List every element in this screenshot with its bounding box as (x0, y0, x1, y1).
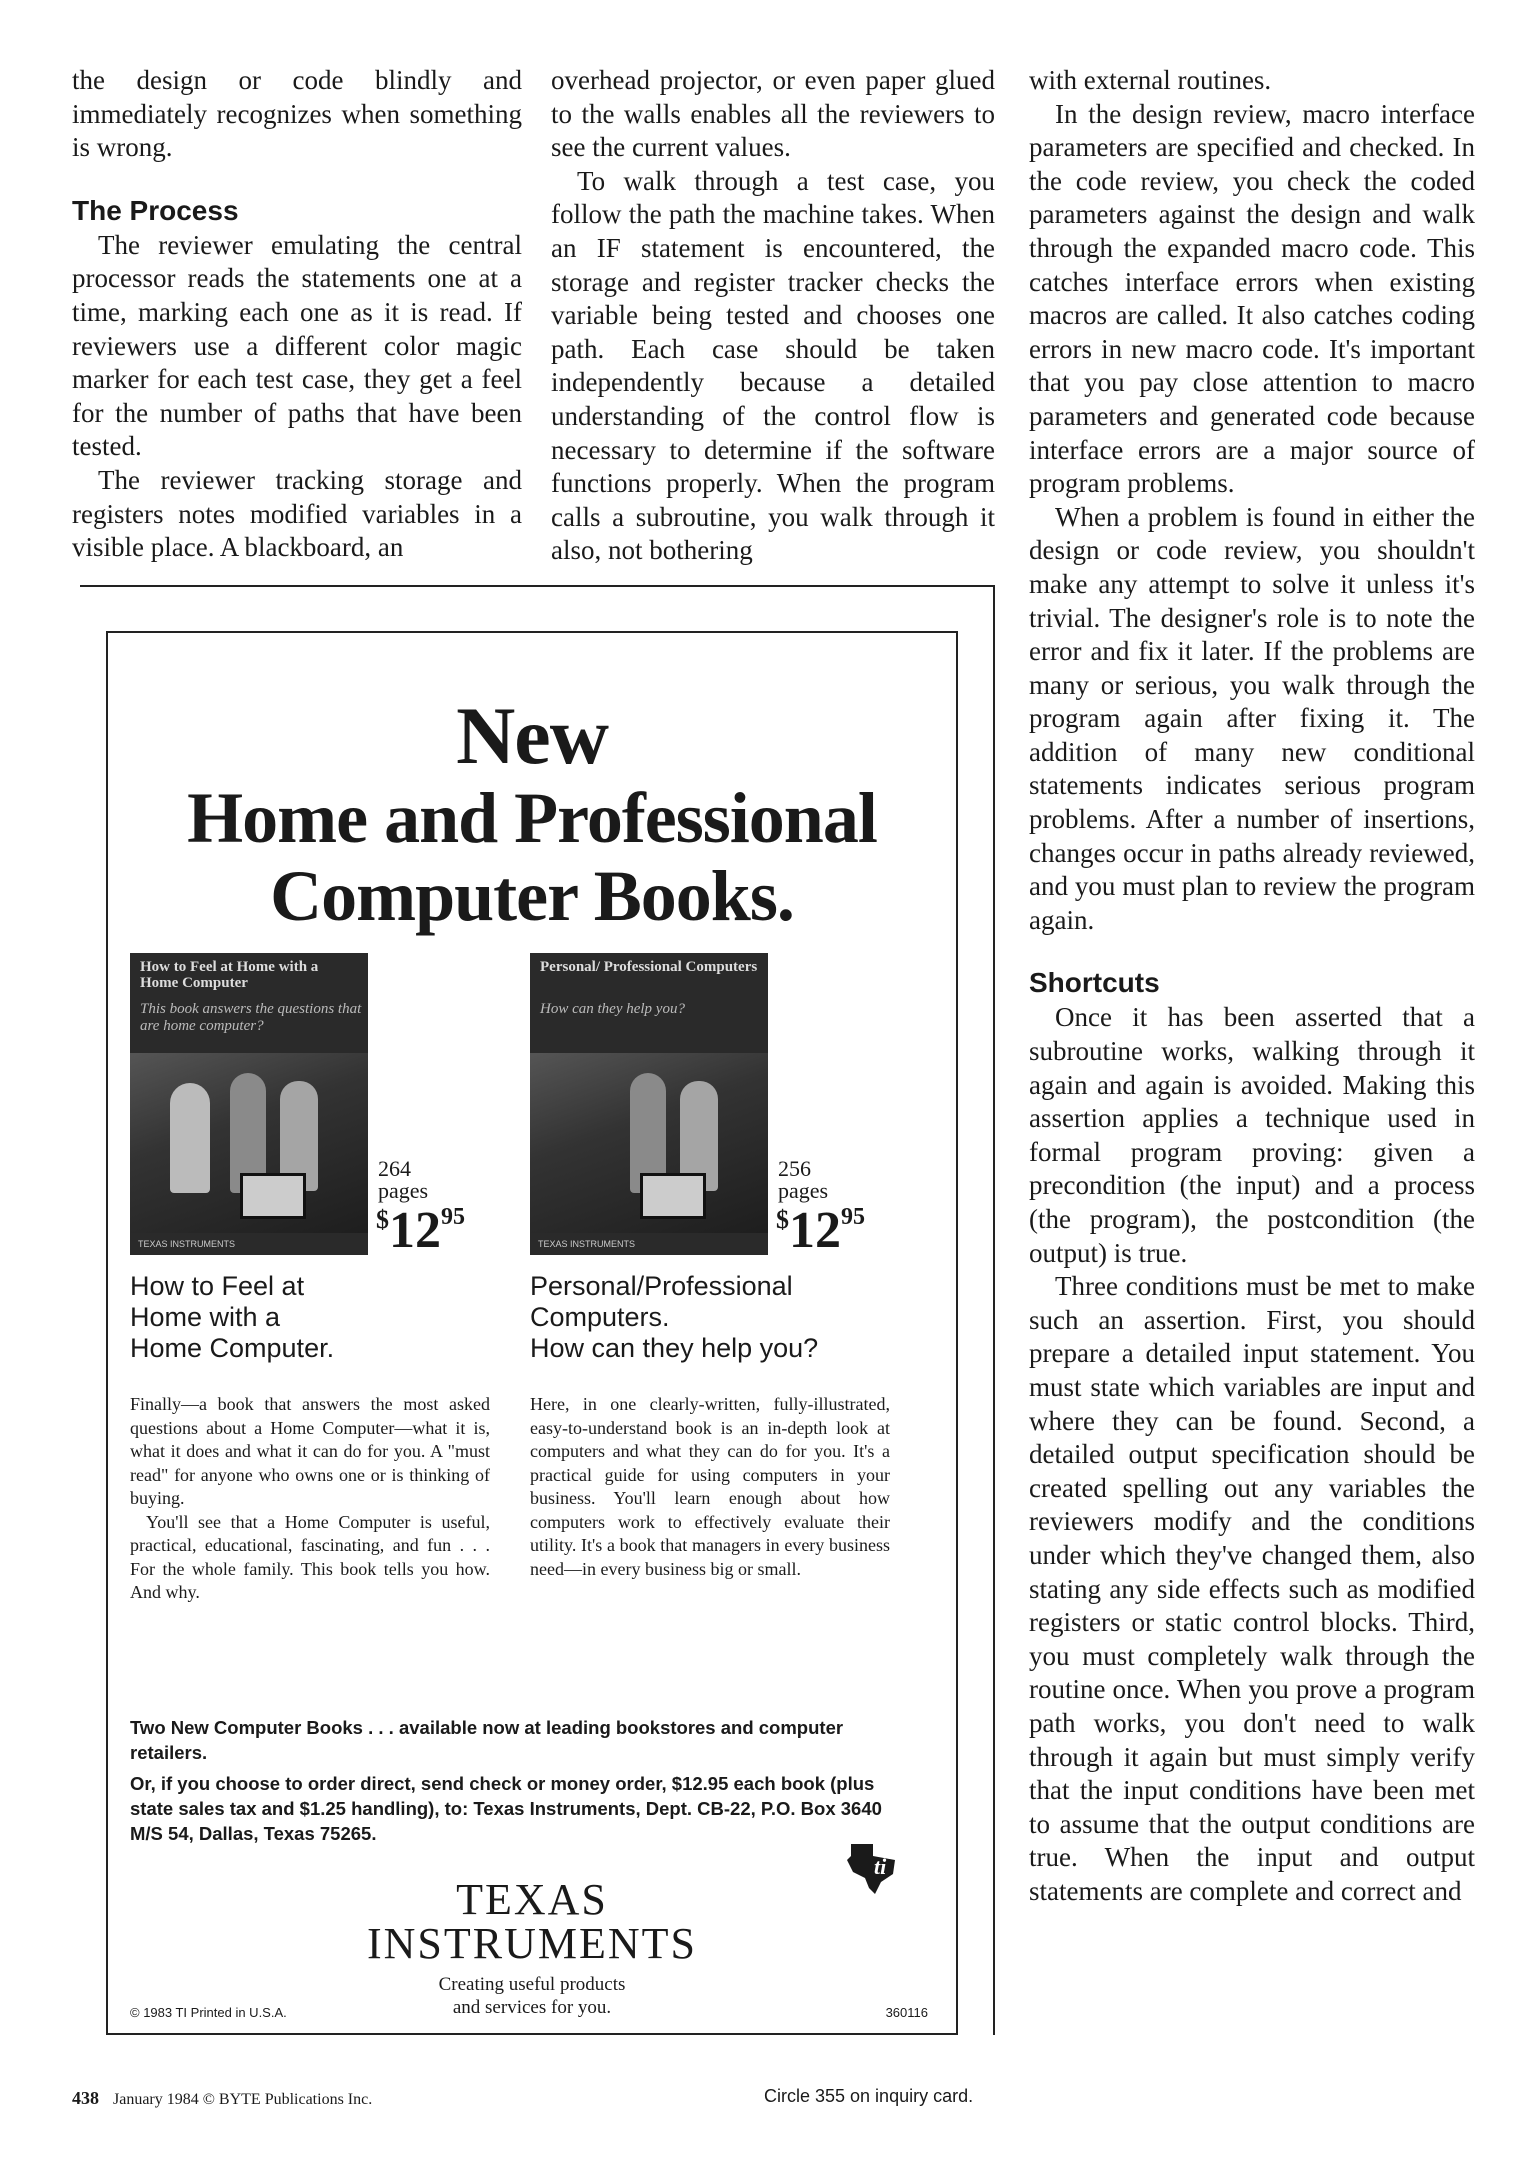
cover-handwriting: How can they help you? (540, 1001, 685, 1017)
headline-line-3: Computer Books. (270, 856, 794, 936)
article-column-1 (72, 64, 522, 565)
paragraph: To walk through a test case, you follow the path the machine takes. When an IF statement is encountered, the storage and register tracker checks the variable being tested and chooses one path. Each case should be taken independently because a detailed understanding of the control flow is necessary to determine if the software functions properly. When the program calls a subroutine, you walk through it also, not bothering (551, 165, 995, 566)
issue-line: January 1984 © BYTE Publications Inc. (113, 2091, 373, 2108)
paragraph: Once it has been asserted that a subroutine works, walking through it again and again is avoided. Making this assertion applies a technique used in formal program proving: given a precondition (the input) and a process (the program), the postcondition (the output) is true. (1029, 1002, 1475, 1268)
cover-title: How to Feel at Home with a Home Computer (140, 959, 319, 991)
cover-photo (130, 1053, 368, 1233)
book-cover-image (530, 953, 768, 1255)
section-heading-shortcuts: Shortcuts (1029, 967, 1160, 999)
article-column-2 (551, 64, 995, 568)
paragraph: The reviewer tracking storage and registers notes modified variables in a visible place. A blackboard, an (72, 464, 522, 563)
section-heading-process: The Process (72, 194, 239, 226)
page-count: 264 pages (378, 1156, 429, 1203)
price: $^{\$}12^{95}$ (376, 1202, 465, 1259)
page-footer-left (72, 2088, 372, 2109)
cover-handwriting: This book answers the questions that are home computer? (140, 1001, 362, 1034)
page-count: 256 pages (778, 1156, 829, 1203)
inquiry-card-note: Circle 355 on inquiry card. (764, 2086, 974, 2106)
paragraph: The reviewer emulating the central processor reads the statements one at a time, marking each one as it is read. If reviewers use a different color magic marker for each test case, they get a feel for the number of paths that have been tested. (72, 229, 522, 462)
book-title: How to Feel at Home with a Home Computer. (130, 1271, 335, 1363)
cover-photo (530, 1053, 768, 1233)
cover-publisher: TEXAS INSTRUMENTS (138, 1239, 236, 1249)
paragraph: When a problem is found in either the design or code review, you shouldn't make any attempt to solve it unless it's trivial. The designer's role is to note the error and fix it later. If the problems are many or serious, you walk through the program again after fixing it. The addition of many new conditional statements indicates serious program problems. After a number of insertions, changes occur in paths already reviewed, and you must plan to review the program again. (1029, 501, 1475, 935)
ad-code: 360116 (885, 2005, 928, 2020)
book-description: Here, in one clearly-written, fully-illustrated, easy-to-understand book is an in-depth look at computers and what they can do for you. It's a practical guide for using computers in your business. You'll learn enough about how computers work to effectively evaluate their utility. It's a book that managers in every business need—in every business big or small. (530, 1394, 890, 1579)
texas-instruments-advertisement (106, 631, 958, 2035)
cover-publisher: TEXAS INSTRUMENTS (538, 1239, 636, 1249)
book-description: Finally—a book that answers the most asked questions about a Home Computer—what it is, what it does and what it can do for you. A "must read" for anyone who owns one or is thinking of buying. You'll see that a Home Computer is useful, practical, educational, fascinating, and fun . . . For the whole family. This book tells you how. And why. (130, 1394, 490, 1602)
ti-tagline: Creating useful products and services for you. (438, 1974, 626, 2018)
book-cover-image (130, 953, 368, 1255)
paragraph: In the design review, macro interface parameters are specified and checked. In the code review, you check the coded parameters against the design and walk through the expanded macro code. This catches interface errors when existing macros are called. It also catches coding errors in new macro code. It's important that you pay close attention to macro parameters and generated code because interface errors are a major source of program problems. (1029, 98, 1475, 499)
page-number: 438 (72, 2088, 99, 2108)
ad-divider-horizontal (80, 585, 995, 587)
svg-text:ti: ti (874, 1854, 887, 1879)
book-title: Personal/Professional Computers. How can they help you? (530, 1271, 819, 1363)
price: $^{\$}12^{95}$ (776, 1202, 865, 1259)
ad-copyright: © 1983 TI Printed in U.S.A. (130, 2005, 287, 2020)
ad-headline (108, 690, 956, 936)
paragraph: with external routines. (1029, 65, 1272, 95)
headline-line-2: Home and Professional (187, 778, 877, 858)
paragraph: the design or code blindly and immediately recognizes when something is wrong. (72, 65, 522, 163)
article-column-3 (1029, 64, 1475, 1908)
paragraph: overhead projector, or even paper glued to the walls enables all the reviewers to see the current values. (551, 65, 995, 163)
ad-divider-vertical (993, 585, 995, 2035)
paragraph: Three conditions must be met to make such an assertion. First, you should prepare a detailed input statement. You must state which variables are input and where they can be found. Second, a detailed output specification should be created spelling out any variables the reviewers modify and the conditions under which they've changed them, also stating any side effects such as modified registers or static control blocks. Third, you must completely walk through the routine once. When you prove a program path works, you don't need to walk through it again but must simply verify that the input conditions have been met to assume that the output conditions are true. When the input and output statements are complete and correct and (1029, 1271, 1475, 1906)
headline-line-1: New (456, 690, 608, 781)
cover-title: Personal/ Professional Computers (540, 959, 758, 975)
order-information: Two New Computer Books . . . available now at leading bookstores and computer retailers. Or, if you choose to order direct, send check or money order, $12.95 each book (plus state sales tax and $1.25 handling), to: Texas Instruments, Dept. CB-22, P.O. Box 3640 M/S 54, Dallas, Texas 75265. (130, 1717, 882, 1844)
texas-instruments-wordmark: TEXAS INSTRUMENTS (366, 1875, 698, 1968)
